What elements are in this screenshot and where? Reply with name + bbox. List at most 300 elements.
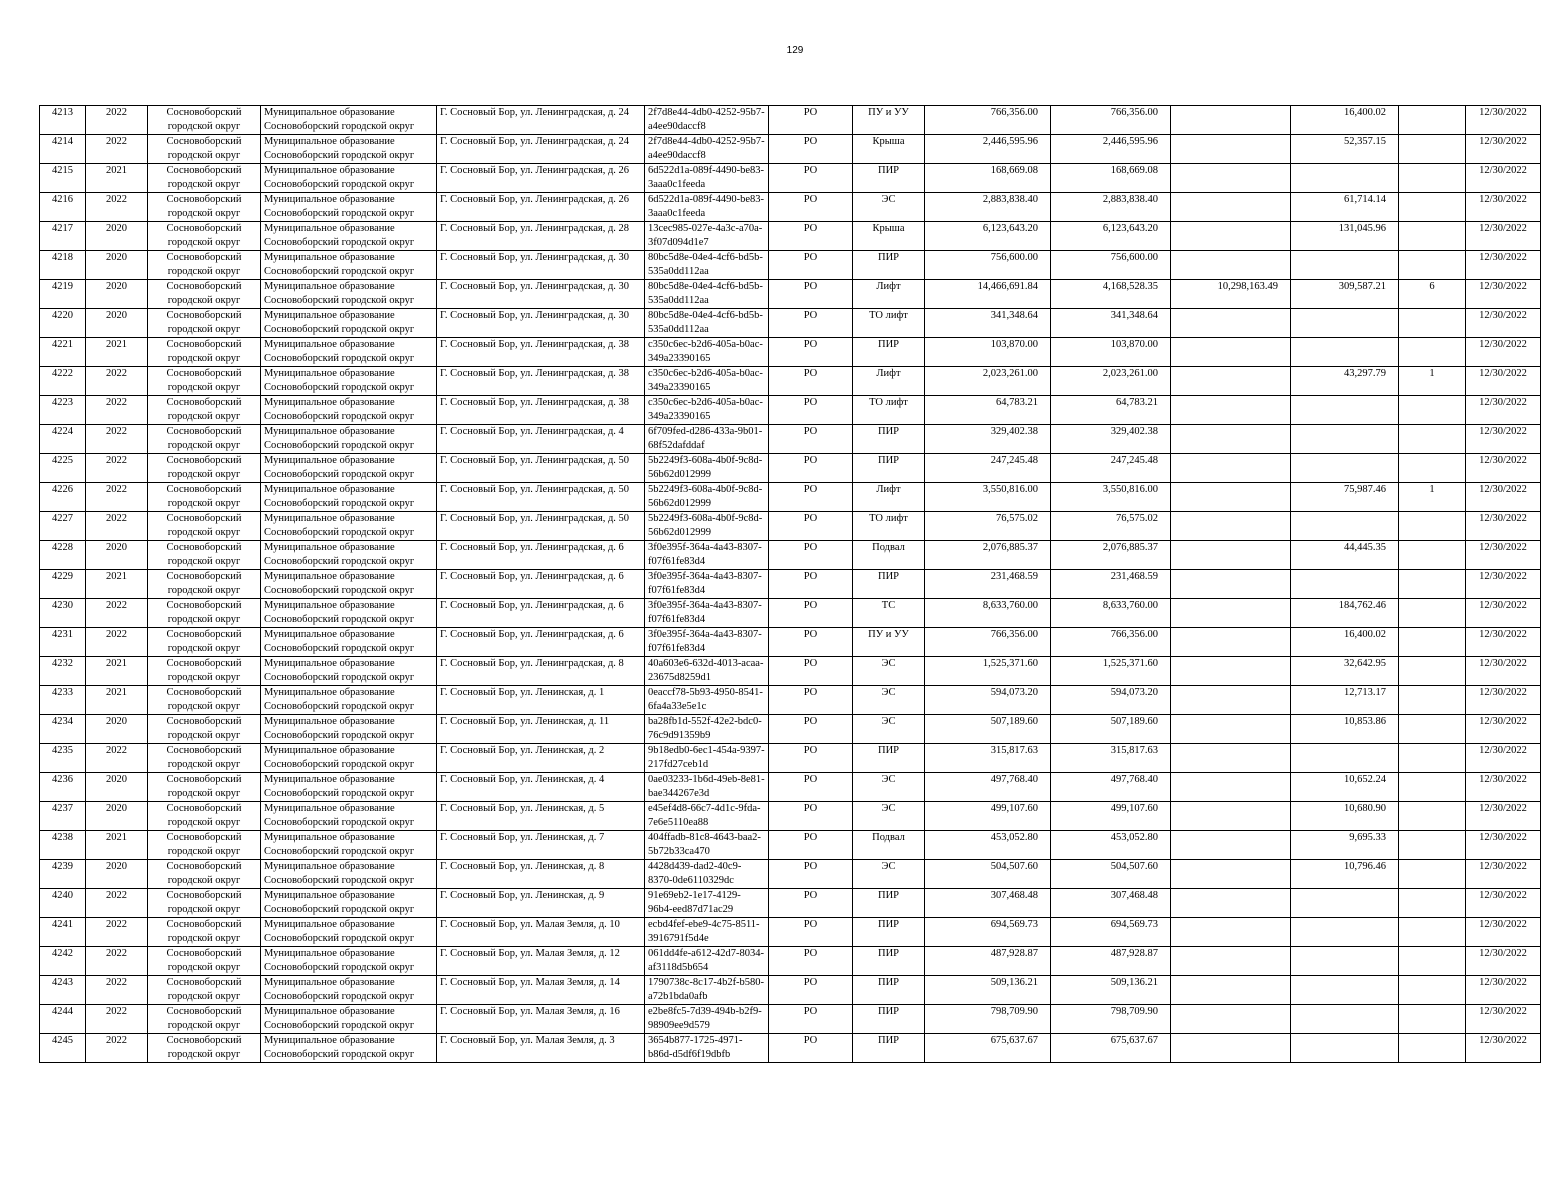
cell-total-cost: 594,073.20: [925, 686, 1051, 715]
cell-municipality: Муниципальное образование Сосновоборский городской округ: [261, 193, 437, 222]
cell-other-cost: [1171, 164, 1291, 193]
cell-municipality: Муниципальное образование Сосновоборский городской округ: [261, 715, 437, 744]
cell-work-type: ПИР: [853, 889, 925, 918]
cell-work-type: ПИР: [853, 947, 925, 976]
cell-address: Г. Сосновый Бор, ул. Ленинская, д. 1: [437, 686, 645, 715]
cell-year: 2022: [86, 193, 148, 222]
cell-work-type: ЭС: [853, 686, 925, 715]
cell-work-type: Лифт: [853, 483, 925, 512]
cell-year: 2021: [86, 338, 148, 367]
cell-count: [1399, 570, 1466, 599]
cell-fund-cost: 2,883,838.40: [1051, 193, 1171, 222]
cell-district: Сосновоборский городской округ: [148, 483, 261, 512]
cell-total-cost: 8,633,760.00: [925, 599, 1051, 628]
cell-total-cost: 766,356.00: [925, 628, 1051, 657]
cell-date: 12/30/2022: [1466, 454, 1541, 483]
table-row: [40, 135, 1541, 164]
cell-total-cost: 231,468.59: [925, 570, 1051, 599]
cell-program: РО: [769, 773, 853, 802]
cell-date: 12/30/2022: [1466, 860, 1541, 889]
cell-id: 4232: [40, 657, 86, 686]
cell-address: Г. Сосновый Бор, ул. Ленинградская, д. 6: [437, 570, 645, 599]
cell-other-cost: [1171, 947, 1291, 976]
cell-date: 12/30/2022: [1466, 222, 1541, 251]
cell-id: 4216: [40, 193, 86, 222]
cell-fee: [1291, 454, 1399, 483]
cell-address: Г. Сосновый Бор, ул. Ленинградская, д. 50: [437, 512, 645, 541]
cell-fee: [1291, 338, 1399, 367]
cell-address: Г. Сосновый Бор, ул. Малая Земля, д. 14: [437, 976, 645, 1005]
cell-address: Г. Сосновый Бор, ул. Малая Земля, д. 12: [437, 947, 645, 976]
cell-other-cost: [1171, 831, 1291, 860]
cell-address: Г. Сосновый Бор, ул. Ленинградская, д. 6: [437, 628, 645, 657]
cell-work-type: ЭС: [853, 657, 925, 686]
cell-program: РО: [769, 860, 853, 889]
cell-guid: 6d522d1a-089f-4490-be83-3aaa0c1feeda: [645, 164, 769, 193]
cell-district: Сосновоборский городской округ: [148, 947, 261, 976]
cell-date: 12/30/2022: [1466, 831, 1541, 860]
cell-fund-cost: 694,569.73: [1051, 918, 1171, 947]
table-row: [40, 193, 1541, 222]
cell-fund-cost: 341,348.64: [1051, 309, 1171, 338]
cell-count: [1399, 947, 1466, 976]
cell-total-cost: 307,468.48: [925, 889, 1051, 918]
cell-district: Сосновоборский городской округ: [148, 106, 261, 135]
cell-work-type: Крыша: [853, 222, 925, 251]
cell-total-cost: 756,600.00: [925, 251, 1051, 280]
table-body: [40, 106, 1541, 1063]
cell-fee: 43,297.79: [1291, 367, 1399, 396]
cell-count: [1399, 802, 1466, 831]
cell-count: [1399, 715, 1466, 744]
cell-count: [1399, 541, 1466, 570]
cell-year: 2022: [86, 599, 148, 628]
cell-fee: [1291, 947, 1399, 976]
cell-other-cost: 10,298,163.49: [1171, 280, 1291, 309]
cell-fund-cost: 329,402.38: [1051, 425, 1171, 454]
cell-total-cost: 6,123,643.20: [925, 222, 1051, 251]
cell-work-type: ТС: [853, 599, 925, 628]
cell-program: РО: [769, 309, 853, 338]
table-row: [40, 802, 1541, 831]
cell-guid: 3654b877-1725-4971-b86d-d5df6f19dbfb: [645, 1034, 769, 1063]
cell-municipality: Муниципальное образование Сосновоборский городской округ: [261, 918, 437, 947]
table-row: [40, 628, 1541, 657]
cell-address: Г. Сосновый Бор, ул. Малая Земля, д. 10: [437, 918, 645, 947]
cell-fund-cost: 247,245.48: [1051, 454, 1171, 483]
cell-fee: [1291, 309, 1399, 338]
cell-count: [1399, 860, 1466, 889]
cell-municipality: Муниципальное образование Сосновоборский городской округ: [261, 164, 437, 193]
cell-count: [1399, 222, 1466, 251]
cell-guid: 6f709fed-d286-433a-9b01-68f52dafddaf: [645, 425, 769, 454]
cell-year: 2020: [86, 251, 148, 280]
cell-total-cost: 2,023,261.00: [925, 367, 1051, 396]
cell-date: 12/30/2022: [1466, 135, 1541, 164]
cell-count: [1399, 106, 1466, 135]
cell-year: 2022: [86, 628, 148, 657]
table-row: [40, 280, 1541, 309]
cell-other-cost: [1171, 744, 1291, 773]
cell-program: РО: [769, 541, 853, 570]
cell-other-cost: [1171, 918, 1291, 947]
cell-count: [1399, 164, 1466, 193]
cell-program: РО: [769, 483, 853, 512]
cell-address: Г. Сосновый Бор, ул. Ленинградская, д. 6: [437, 599, 645, 628]
cell-guid: 4428d439-dad2-40c9-8370-0de6110329dc: [645, 860, 769, 889]
cell-guid: 404ffadb-81c8-4643-baa2-5b72b33ca470: [645, 831, 769, 860]
cell-address: Г. Сосновый Бор, ул. Ленинградская, д. 4: [437, 425, 645, 454]
cell-municipality: Муниципальное образование Сосновоборский городской округ: [261, 686, 437, 715]
cell-date: 12/30/2022: [1466, 686, 1541, 715]
cell-other-cost: [1171, 1034, 1291, 1063]
cell-district: Сосновоборский городской округ: [148, 802, 261, 831]
cell-date: 12/30/2022: [1466, 1034, 1541, 1063]
cell-address: Г. Сосновый Бор, ул. Малая Земля, д. 3: [437, 1034, 645, 1063]
cell-fee: 75,987.46: [1291, 483, 1399, 512]
cell-count: [1399, 831, 1466, 860]
cell-year: 2022: [86, 947, 148, 976]
cell-date: 12/30/2022: [1466, 251, 1541, 280]
cell-district: Сосновоборский городской округ: [148, 686, 261, 715]
cell-date: 12/30/2022: [1466, 367, 1541, 396]
cell-municipality: Муниципальное образование Сосновоборский городской округ: [261, 860, 437, 889]
cell-district: Сосновоборский городской округ: [148, 193, 261, 222]
cell-guid: 91e69eb2-1e17-4129-96b4-eed87d71ac29: [645, 889, 769, 918]
cell-count: [1399, 599, 1466, 628]
cell-fund-cost: 2,446,595.96: [1051, 135, 1171, 164]
cell-municipality: Муниципальное образование Сосновоборский городской округ: [261, 947, 437, 976]
cell-other-cost: [1171, 425, 1291, 454]
cell-fund-cost: 756,600.00: [1051, 251, 1171, 280]
cell-date: 12/30/2022: [1466, 541, 1541, 570]
cell-work-type: ЭС: [853, 715, 925, 744]
cell-total-cost: 497,768.40: [925, 773, 1051, 802]
cell-year: 2022: [86, 106, 148, 135]
cell-district: Сосновоборский городской округ: [148, 396, 261, 425]
cell-address: Г. Сосновый Бор, ул. Ленинградская, д. 28: [437, 222, 645, 251]
cell-fund-cost: 76,575.02: [1051, 512, 1171, 541]
cell-count: [1399, 918, 1466, 947]
cell-id: 4231: [40, 628, 86, 657]
cell-address: Г. Сосновый Бор, ул. Ленинградская, д. 30: [437, 280, 645, 309]
cell-program: РО: [769, 657, 853, 686]
cell-program: РО: [769, 251, 853, 280]
cell-date: 12/30/2022: [1466, 425, 1541, 454]
cell-id: 4233: [40, 686, 86, 715]
cell-district: Сосновоборский городской округ: [148, 715, 261, 744]
cell-municipality: Муниципальное образование Сосновоборский городской округ: [261, 222, 437, 251]
cell-fund-cost: 231,468.59: [1051, 570, 1171, 599]
cell-id: 4240: [40, 889, 86, 918]
cell-fee: [1291, 396, 1399, 425]
cell-address: Г. Сосновый Бор, ул. Ленинградская, д. 26: [437, 193, 645, 222]
table-row: [40, 1005, 1541, 1034]
cell-count: [1399, 425, 1466, 454]
cell-municipality: Муниципальное образование Сосновоборский городской округ: [261, 338, 437, 367]
cell-count: [1399, 396, 1466, 425]
cell-date: 12/30/2022: [1466, 193, 1541, 222]
cell-count: [1399, 512, 1466, 541]
cell-count: [1399, 773, 1466, 802]
cell-fee: [1291, 570, 1399, 599]
table-row: [40, 106, 1541, 135]
table-row: [40, 947, 1541, 976]
cell-address: Г. Сосновый Бор, ул. Ленинградская, д. 50: [437, 483, 645, 512]
cell-year: 2020: [86, 715, 148, 744]
cell-district: Сосновоборский городской округ: [148, 222, 261, 251]
cell-fund-cost: 509,136.21: [1051, 976, 1171, 1005]
cell-municipality: Муниципальное образование Сосновоборский городской округ: [261, 802, 437, 831]
cell-program: РО: [769, 512, 853, 541]
table-row: [40, 512, 1541, 541]
cell-district: Сосновоборский городской округ: [148, 135, 261, 164]
cell-address: Г. Сосновый Бор, ул. Ленинградская, д. 38: [437, 338, 645, 367]
cell-year: 2022: [86, 1005, 148, 1034]
cell-district: Сосновоборский городской округ: [148, 280, 261, 309]
cell-total-cost: 675,637.67: [925, 1034, 1051, 1063]
table-row: [40, 367, 1541, 396]
cell-fund-cost: 499,107.60: [1051, 802, 1171, 831]
cell-other-cost: [1171, 396, 1291, 425]
cell-address: Г. Сосновый Бор, ул. Ленинская, д. 11: [437, 715, 645, 744]
table-row: [40, 1034, 1541, 1063]
cell-guid: e45ef4d8-66c7-4d1c-9fda-7e6e5110ea88: [645, 802, 769, 831]
cell-other-cost: [1171, 657, 1291, 686]
cell-work-type: ПУ и УУ: [853, 106, 925, 135]
cell-guid: 3f0e395f-364a-4a43-8307-f07f61fe83d4: [645, 628, 769, 657]
cell-id: 4215: [40, 164, 86, 193]
cell-date: 12/30/2022: [1466, 802, 1541, 831]
cell-guid: 80bc5d8e-04e4-4cf6-bd5b-535a0dd112aa: [645, 309, 769, 338]
table-row: [40, 976, 1541, 1005]
cell-other-cost: [1171, 889, 1291, 918]
cell-program: РО: [769, 686, 853, 715]
cell-program: РО: [769, 744, 853, 773]
cell-id: 4235: [40, 744, 86, 773]
cell-municipality: Муниципальное образование Сосновоборский городской округ: [261, 1005, 437, 1034]
cell-fund-cost: 507,189.60: [1051, 715, 1171, 744]
cell-district: Сосновоборский городской округ: [148, 541, 261, 570]
cell-fee: [1291, 251, 1399, 280]
cell-work-type: ЭС: [853, 802, 925, 831]
cell-other-cost: [1171, 338, 1291, 367]
cell-date: 12/30/2022: [1466, 947, 1541, 976]
table-row: [40, 657, 1541, 686]
cell-id: 4223: [40, 396, 86, 425]
cell-date: 12/30/2022: [1466, 338, 1541, 367]
cell-fund-cost: 315,817.63: [1051, 744, 1171, 773]
cell-district: Сосновоборский городской округ: [148, 512, 261, 541]
table-row: [40, 599, 1541, 628]
cell-guid: 9b18edb0-6ec1-454a-9397-217fd27ceb1d: [645, 744, 769, 773]
cell-municipality: Муниципальное образование Сосновоборский городской округ: [261, 454, 437, 483]
cell-district: Сосновоборский городской округ: [148, 657, 261, 686]
cell-other-cost: [1171, 715, 1291, 744]
cell-count: 1: [1399, 483, 1466, 512]
cell-year: 2022: [86, 1034, 148, 1063]
cell-fee: 61,714.14: [1291, 193, 1399, 222]
cell-id: 4243: [40, 976, 86, 1005]
cell-guid: 3f0e395f-364a-4a43-8307-f07f61fe83d4: [645, 541, 769, 570]
cell-other-cost: [1171, 599, 1291, 628]
cell-count: [1399, 1034, 1466, 1063]
cell-other-cost: [1171, 454, 1291, 483]
cell-total-cost: 499,107.60: [925, 802, 1051, 831]
cell-total-cost: 14,466,691.84: [925, 280, 1051, 309]
cell-fund-cost: 766,356.00: [1051, 628, 1171, 657]
cell-district: Сосновоборский городской округ: [148, 309, 261, 338]
cell-fee: 16,400.02: [1291, 628, 1399, 657]
cell-fee: 12,713.17: [1291, 686, 1399, 715]
cell-address: Г. Сосновый Бор, ул. Ленинградская, д. 24: [437, 106, 645, 135]
cell-program: РО: [769, 628, 853, 657]
cell-year: 2021: [86, 686, 148, 715]
cell-other-cost: [1171, 773, 1291, 802]
cell-work-type: ТО лифт: [853, 396, 925, 425]
cell-guid: ba28fb1d-552f-42e2-bdc0-76c9d91359b9: [645, 715, 769, 744]
cell-fund-cost: 675,637.67: [1051, 1034, 1171, 1063]
cell-year: 2021: [86, 164, 148, 193]
cell-work-type: ЭС: [853, 193, 925, 222]
cell-other-cost: [1171, 860, 1291, 889]
cell-work-type: ТО лифт: [853, 512, 925, 541]
cell-other-cost: [1171, 367, 1291, 396]
cell-work-type: ПИР: [853, 454, 925, 483]
cell-address: Г. Сосновый Бор, ул. Малая Земля, д. 16: [437, 1005, 645, 1034]
cell-date: 12/30/2022: [1466, 599, 1541, 628]
cell-address: Г. Сосновый Бор, ул. Ленинская, д. 8: [437, 860, 645, 889]
cell-total-cost: 453,052.80: [925, 831, 1051, 860]
cell-work-type: ПИР: [853, 976, 925, 1005]
cell-municipality: Муниципальное образование Сосновоборский городской округ: [261, 976, 437, 1005]
cell-address: Г. Сосновый Бор, ул. Ленинградская, д. 50: [437, 454, 645, 483]
cell-total-cost: 509,136.21: [925, 976, 1051, 1005]
cell-municipality: Муниципальное образование Сосновоборский городской округ: [261, 425, 437, 454]
cell-date: 12/30/2022: [1466, 1005, 1541, 1034]
cell-municipality: Муниципальное образование Сосновоборский городской округ: [261, 1034, 437, 1063]
cell-district: Сосновоборский городской округ: [148, 1034, 261, 1063]
table-row: [40, 686, 1541, 715]
cell-work-type: Подвал: [853, 541, 925, 570]
cell-fee: 52,357.15: [1291, 135, 1399, 164]
cell-guid: 5b2249f3-608a-4b0f-9c8d-56b62d012999: [645, 454, 769, 483]
cell-program: РО: [769, 802, 853, 831]
cell-address: Г. Сосновый Бор, ул. Ленинградская, д. 8: [437, 657, 645, 686]
cell-work-type: ПИР: [853, 918, 925, 947]
table-row: [40, 251, 1541, 280]
cell-other-cost: [1171, 570, 1291, 599]
cell-municipality: Муниципальное образование Сосновоборский городской округ: [261, 773, 437, 802]
table-row: [40, 570, 1541, 599]
cell-guid: 2f7d8e44-4db0-4252-95b7-a4ee90daccf8: [645, 106, 769, 135]
cell-work-type: ЭС: [853, 773, 925, 802]
cell-guid: 6d522d1a-089f-4490-be83-3aaa0c1feeda: [645, 193, 769, 222]
cell-fund-cost: 2,076,885.37: [1051, 541, 1171, 570]
cell-municipality: Муниципальное образование Сосновоборский городской округ: [261, 512, 437, 541]
table-row: [40, 454, 1541, 483]
cell-year: 2020: [86, 860, 148, 889]
cell-year: 2021: [86, 570, 148, 599]
cell-district: Сосновоборский городской округ: [148, 773, 261, 802]
cell-other-cost: [1171, 135, 1291, 164]
cell-id: 4217: [40, 222, 86, 251]
cell-total-cost: 341,348.64: [925, 309, 1051, 338]
cell-total-cost: 2,883,838.40: [925, 193, 1051, 222]
cell-program: РО: [769, 1034, 853, 1063]
cell-count: [1399, 628, 1466, 657]
cell-count: [1399, 309, 1466, 338]
cell-fund-cost: 4,168,528.35: [1051, 280, 1171, 309]
cell-year: 2022: [86, 454, 148, 483]
cell-municipality: Муниципальное образование Сосновоборский городской округ: [261, 599, 437, 628]
cell-count: [1399, 1005, 1466, 1034]
cell-count: [1399, 976, 1466, 1005]
cell-program: РО: [769, 889, 853, 918]
cell-year: 2022: [86, 744, 148, 773]
cell-fund-cost: 453,052.80: [1051, 831, 1171, 860]
cell-fund-cost: 64,783.21: [1051, 396, 1171, 425]
cell-id: 4236: [40, 773, 86, 802]
cell-address: Г. Сосновый Бор, ул. Ленинградская, д. 30: [437, 251, 645, 280]
cell-total-cost: 76,575.02: [925, 512, 1051, 541]
cell-total-cost: 507,189.60: [925, 715, 1051, 744]
cell-district: Сосновоборский городской округ: [148, 367, 261, 396]
cell-id: 4214: [40, 135, 86, 164]
cell-fee: [1291, 889, 1399, 918]
cell-district: Сосновоборский городской округ: [148, 251, 261, 280]
cell-date: 12/30/2022: [1466, 889, 1541, 918]
cell-count: [1399, 135, 1466, 164]
cell-district: Сосновоборский городской округ: [148, 338, 261, 367]
cell-program: РО: [769, 193, 853, 222]
cell-guid: 1790738c-8c17-4b2f-b580-a72b1bda0afb: [645, 976, 769, 1005]
table-row: [40, 164, 1541, 193]
cell-id: 4230: [40, 599, 86, 628]
cell-district: Сосновоборский городской округ: [148, 831, 261, 860]
cell-address: Г. Сосновый Бор, ул. Ленинградская, д. 38: [437, 396, 645, 425]
cell-fee: [1291, 1005, 1399, 1034]
table-row: [40, 744, 1541, 773]
cell-work-type: ТО лифт: [853, 309, 925, 338]
cell-guid: c350c6ec-b2d6-405a-b0ac-349a23390165: [645, 367, 769, 396]
cell-other-cost: [1171, 483, 1291, 512]
cell-municipality: Муниципальное образование Сосновоборский городской округ: [261, 367, 437, 396]
cell-date: 12/30/2022: [1466, 744, 1541, 773]
table-row: [40, 222, 1541, 251]
cell-count: [1399, 193, 1466, 222]
cell-program: РО: [769, 106, 853, 135]
cell-date: 12/30/2022: [1466, 570, 1541, 599]
cell-other-cost: [1171, 976, 1291, 1005]
cell-municipality: Муниципальное образование Сосновоборский городской округ: [261, 106, 437, 135]
cell-count: [1399, 454, 1466, 483]
cell-id: 4221: [40, 338, 86, 367]
cell-address: Г. Сосновый Бор, ул. Ленинская, д. 2: [437, 744, 645, 773]
cell-total-cost: 2,446,595.96: [925, 135, 1051, 164]
cell-municipality: Муниципальное образование Сосновоборский городской округ: [261, 251, 437, 280]
cell-fund-cost: 766,356.00: [1051, 106, 1171, 135]
cell-year: 2022: [86, 918, 148, 947]
cell-work-type: ПУ и УУ: [853, 628, 925, 657]
cell-total-cost: 329,402.38: [925, 425, 1051, 454]
cell-work-type: ПИР: [853, 1005, 925, 1034]
cell-program: РО: [769, 135, 853, 164]
cell-fund-cost: 168,669.08: [1051, 164, 1171, 193]
cell-work-type: ЭС: [853, 860, 925, 889]
cell-fee: [1291, 425, 1399, 454]
cell-other-cost: [1171, 628, 1291, 657]
